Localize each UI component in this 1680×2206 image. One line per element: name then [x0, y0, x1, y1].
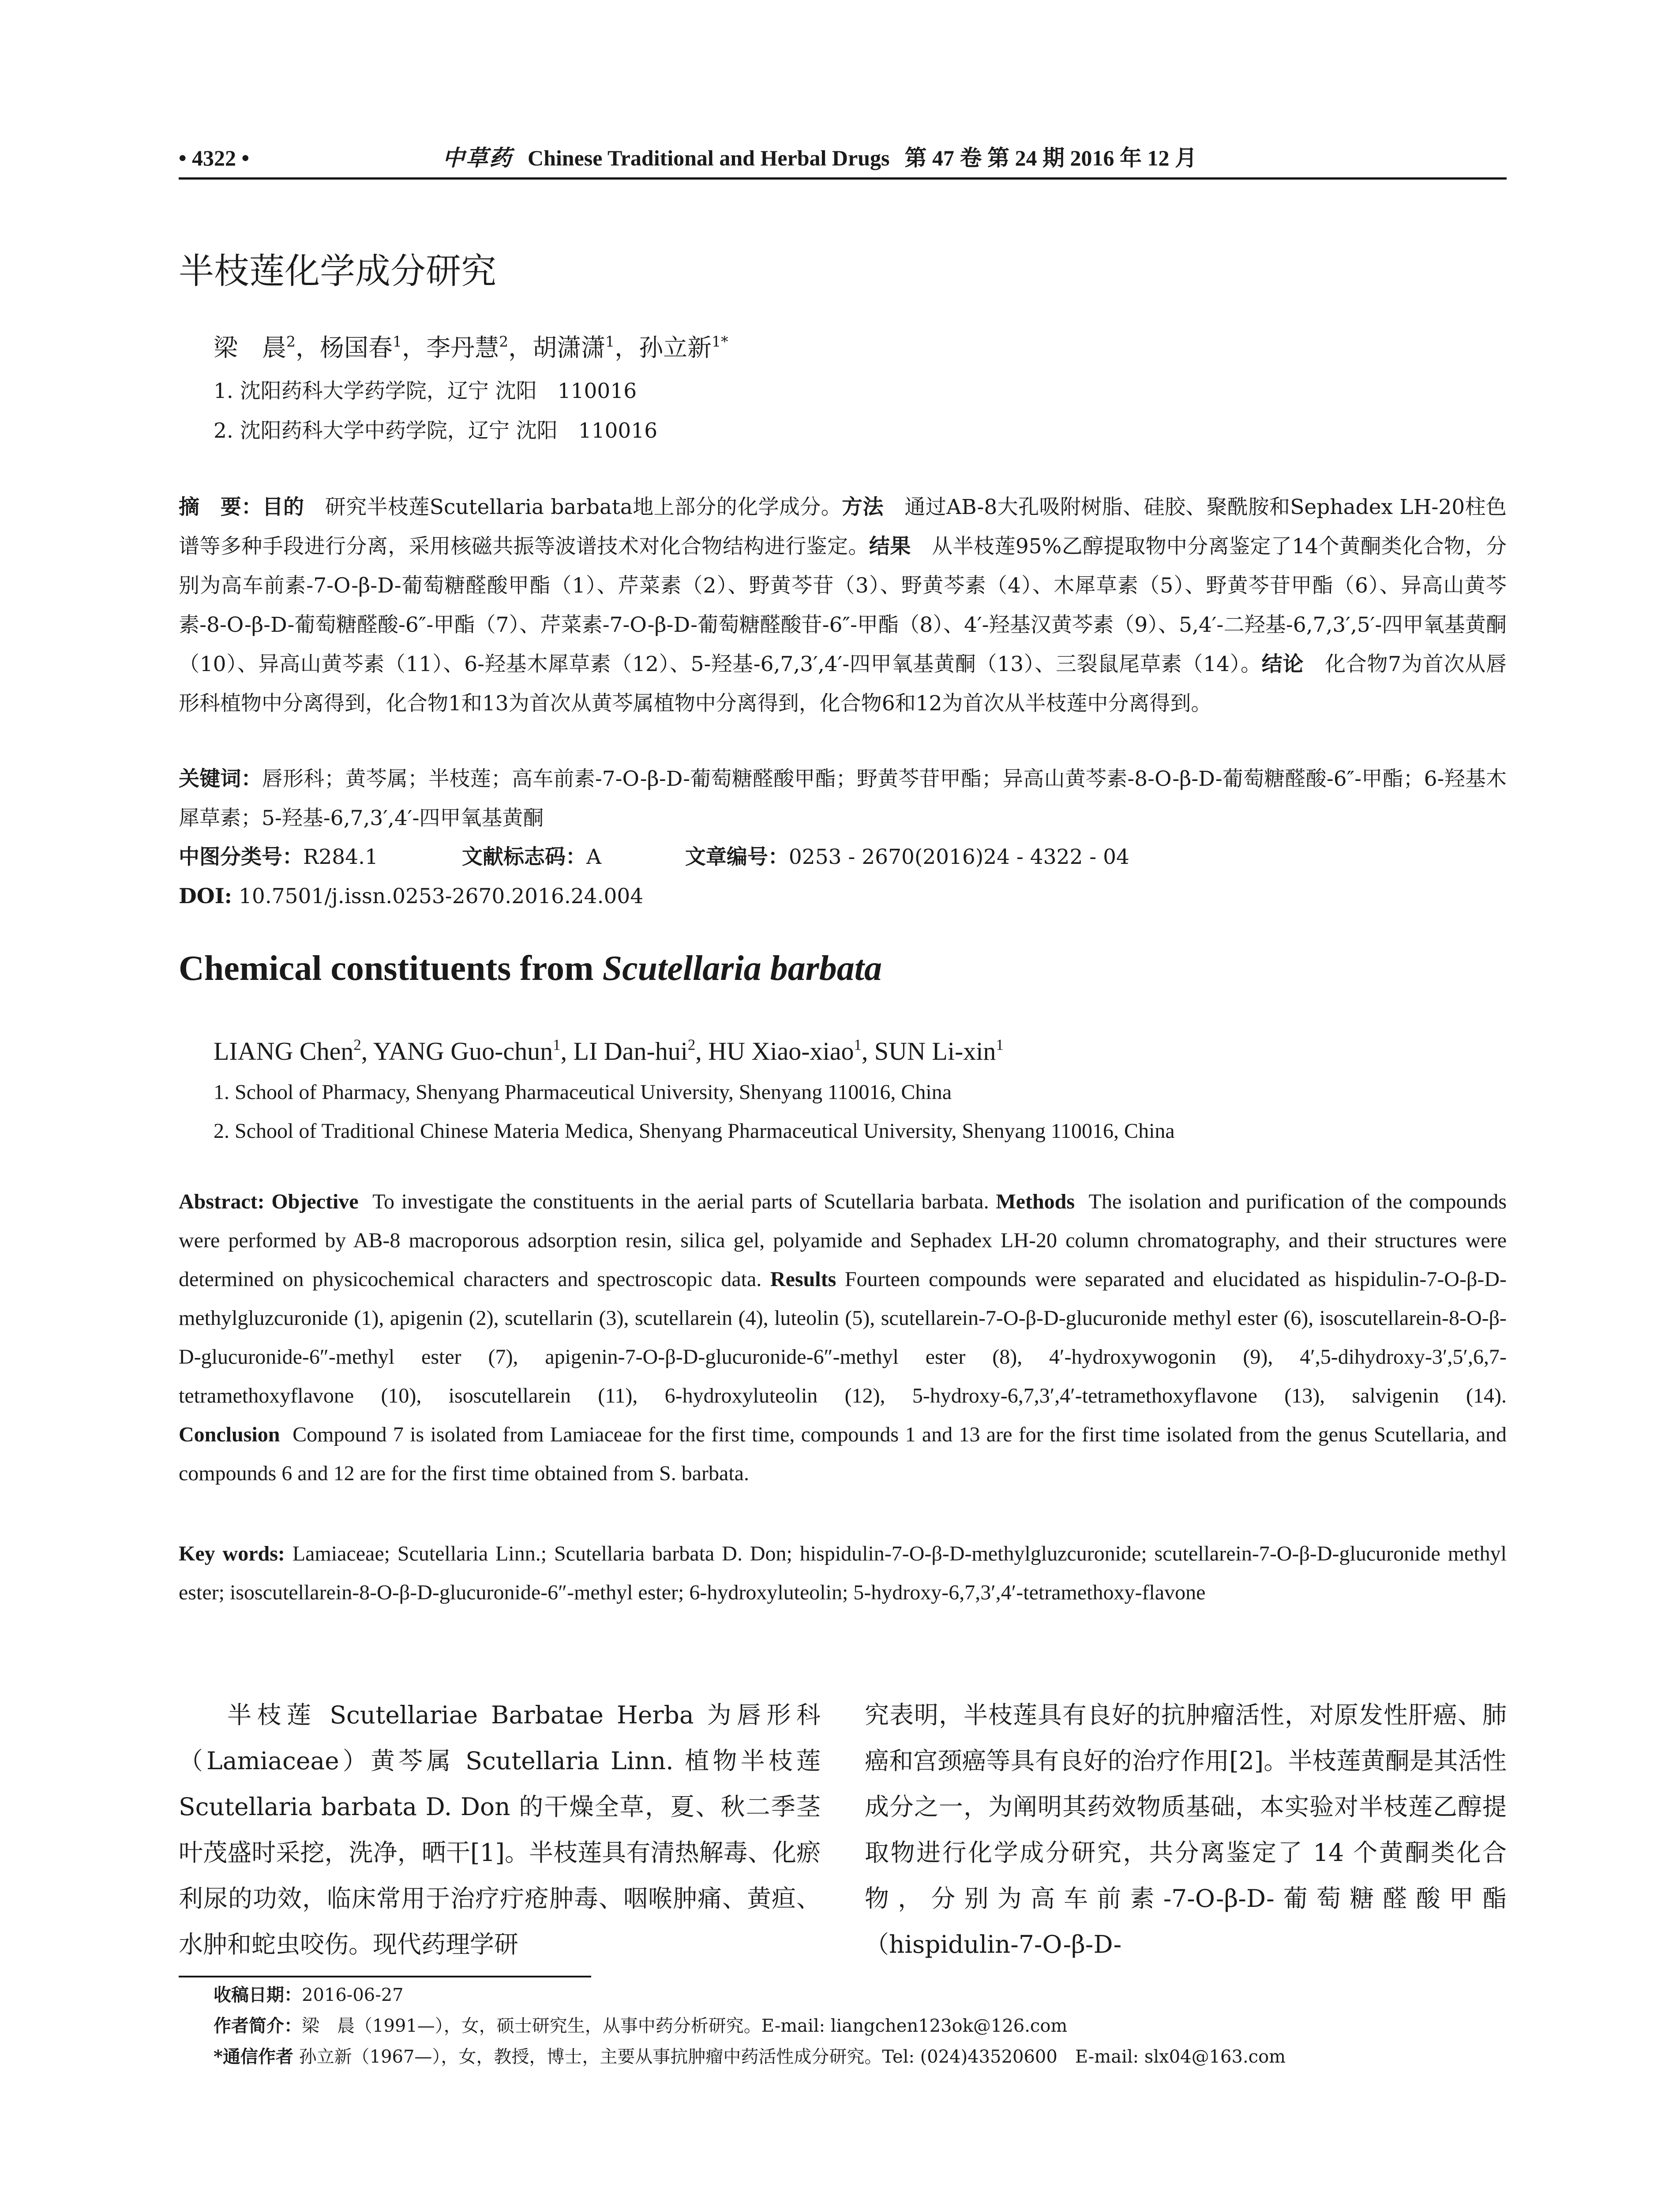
cn-author-affil-mark: 2: [286, 333, 296, 350]
clc-value: R284.1: [303, 845, 378, 869]
en-author-list: LIANG Chen$^2$, YANG Guo-chun$^1$, LI Dan-hui$^2$, HU Xiao-xiao$^1$, SUN Li-xin$^1$: [214, 1036, 1004, 1065]
doi-label: DOI:: [179, 884, 232, 908]
cn-results-text: 从半枝莲95%乙醇提取物中分离鉴定了14个黄酮类化合物，分别为高车前素-7-O-β-D-葡萄糖醛酸甲酯（1）、芹菜素（2）、野黄芩苷（3）、野黄芩素（4）、木犀草素（5）、野黄芩苷甲酯（6）、异高山黄芩素-8-O-β-D-葡萄糖醛酸-6″-甲酯（7）、芹菜素-7-O-β-D-葡萄糖醛酸苷-6″-甲酯（8）、4′-羟基汉黄芩素（9）、5,4′-二羟基-6,7,3′,5′-四甲氧基黄酮（10）、异高山黄芩素（11）、6-羟基木犀草素（12）、5-羟基-6,7,3′,4′-四甲氧基黄酮（13）、三裂鼠尾草素（14）。: [179, 534, 1507, 676]
en-results-label: Results: [770, 1268, 836, 1291]
cn-affiliation: 2. 沈阳药科大学中药学院，辽宁 沈阳 110016: [214, 419, 658, 443]
footnote-received: [214, 1980, 404, 2011]
cn-abstract-label: 摘 要：: [179, 495, 262, 519]
article-no-value: 0253 - 2670(2016)24 - 4322 - 04: [788, 845, 1129, 869]
en-author-affil-mark: 1: [553, 1036, 561, 1054]
journal-english-name: Chinese Traditional and Herbal Drugs: [528, 146, 890, 170]
cn-methods-text: 通过AB-8大孔吸附树脂、硅胶、聚酰胺和Sephadex LH-20柱色谱等多种手段进行分离，采用核磁共振等波谱技术对化合物结构进行鉴定。: [179, 495, 1507, 559]
en-author-affil-mark: 1: [854, 1036, 862, 1054]
en-keywords: [179, 1534, 1507, 1612]
footnote-text: 梁 晨（1991—），女，硕士研究生，从事中药分析研究。E-mail: liangchen123ok@126.com: [302, 2016, 1068, 2036]
header-rule: [179, 177, 1507, 180]
doi-line: [179, 877, 643, 916]
en-author-affil-mark: 1: [996, 1036, 1004, 1054]
journal-line: [442, 140, 1197, 176]
cn-abstract: [179, 488, 1507, 723]
footnote-label: *通信作者: [214, 2046, 293, 2067]
en-affiliation: 2. School of Traditional Chinese Materia Medica, Shenyang Pharmaceutical University, Shenyang 110016, China: [214, 1119, 1175, 1143]
en-abstract-label: Abstract: Objective: [179, 1190, 359, 1213]
cn-author-affil-mark: 2: [499, 333, 509, 350]
cn-keywords-label: 关键词：: [179, 767, 262, 791]
page-number: • 4322 •: [179, 146, 250, 170]
cn-affiliation: 1. 沈阳药科大学药学院，辽宁 沈阳 110016: [214, 379, 637, 403]
footnote-corresponding: [214, 2041, 1286, 2072]
cn-author-affil-mark: 1*: [712, 333, 728, 350]
en-author: LI Dan-hui: [573, 1037, 688, 1065]
cn-author: 胡潇潇: [532, 334, 606, 362]
clc-label: 中图分类号：: [179, 845, 303, 869]
en-article-title: [179, 944, 882, 993]
en-author: SUN Li-xin: [874, 1037, 996, 1065]
en-author-affil-mark: 2: [687, 1036, 696, 1054]
en-author: YANG Guo-chun: [373, 1037, 553, 1065]
journal-logo: 中草药: [442, 146, 513, 170]
en-abstract: [179, 1182, 1507, 1493]
body-column-left: 半枝莲 Scutellariae Barbatae Herba 为唇形科（Lamiaceae）黄芩属 Scutellaria Linn. 植物半枝莲 Scutellaria barbata D. Don 的干燥全草，夏、秋二季茎叶茂盛时采挖，洗净，晒干[1]。半枝莲具有清热解毒、化瘀利尿的功效，临床常用于治疗疔疮肿毒、咽喉肿痛、黄疸、水肿和蛇虫咬伤。现代药理学研: [179, 1701, 821, 1958]
doc-code-value: A: [586, 845, 601, 869]
en-conclusion-text: Compound 7 is isolated from Lamiaceae for the first time, compounds 1 and 13 are for the first time isolated from the genus Scutellaria, and compounds 6 and 12 are for the first time obtained from S. barbata.: [179, 1423, 1507, 1485]
en-conclusion-label: Conclusion: [179, 1423, 280, 1446]
cn-author: 孙立新: [639, 334, 712, 362]
en-keywords-label: Key words:: [179, 1542, 285, 1565]
body-column-right: 究表明，半枝莲具有良好的抗肿瘤活性，对原发性肝癌、肺癌和宫颈癌等具有良好的治疗作用[2]。半枝莲黄酮是其活性成分之一，为阐明其药效物质基础，本实验对半枝莲乙醇提取物进行化学成分研究，共分离鉴定了 14 个黄酮类化合物，分别为高车前素-7-O-β-D-葡萄糖醛酸甲酯（hispidulin-7-O-β-D-: [865, 1701, 1507, 1958]
cn-objective-label: 目的: [262, 495, 304, 519]
cn-author-list: 梁 晨$^2$，杨国春$^1$，李丹慧$^2$，胡潇潇$^1$，孙立新$^{1*}$: [214, 333, 728, 362]
running-header: [179, 140, 1507, 176]
article-no-label: 文章编号：: [685, 845, 789, 869]
en-affiliation: 1. School of Pharmacy, Shenyang Pharmaceutical University, Shenyang 110016, China: [214, 1080, 952, 1104]
en-author-affil-mark: 2: [353, 1036, 361, 1054]
cn-author: 杨国春: [320, 334, 393, 362]
cn-conclusion-text: 化合物7为首次从唇形科植物中分离得到，化合物1和13为首次从黄芩属植物中分离得到，化合物6和12为首次从半枝莲中分离得到。: [179, 652, 1507, 716]
classification-line: [179, 837, 1129, 877]
en-objective-text: To investigate the constituents in the aerial parts of Scutellaria barbata.: [372, 1190, 989, 1213]
en-title-species: Scutellaria barbata: [602, 949, 882, 988]
footnote-text: 孙立新（1967—），女，教授，博士，主要从事抗肿瘤中药活性成分研究。Tel: (024)43520600 E-mail: slx04@163.com: [299, 2047, 1286, 2067]
footnote-author: [214, 2011, 1067, 2041]
cn-conclusion-label: 结论: [1261, 652, 1304, 676]
footnote-label: 收稿日期：: [214, 1985, 302, 2005]
en-title-plain: Chemical constituents from: [179, 949, 603, 988]
footnote-rule: [179, 1976, 591, 1977]
footnote-text: 2016-06-27: [302, 1985, 404, 2005]
cn-author-affil-mark: 1: [393, 333, 402, 350]
en-author: HU Xiao-xiao: [708, 1037, 854, 1065]
en-keywords-text: Lamiaceae; Scutellaria Linn.; Scutellaria barbata D. Don; hispidulin-7-O-β-D-methylgluzcuronide; scutellarein-7-O-β-D-glucuronide methyl ester; isoscutellarein-8-O-β-D-glucuronide-6″-methyl ester; 6-hydroxyluteolin; 5-hydroxy-6,7,3′,4′-tetramethoxy-flavone: [179, 1542, 1507, 1604]
cn-author: 李丹慧: [426, 334, 499, 362]
cn-keywords: [179, 759, 1507, 838]
en-results-text: Fourteen compounds were separated and elucidated as hispidulin-7-O-β-D-methylgluzcuronide (1), apigenin (2), scutellarin (3), scutellarein (4), luteolin (5), scutellarein-7-O-β-D-glucuronide methyl ester (6), isoscutellarein-8-O-β-D-glucuronide-6″-methyl ester (7), apigenin-7-O-β-D-glucuronide-6″-methyl ester (8), 4′-hydroxywogonin (9), 4′,5-dihydroxy-3′,5′,6,7-tetramethoxyflavone (10), isoscutellarein (11), 6-hydroxyluteolin (12), 5-hydroxy-6,7,3′,4′-tetramethoxyflavone (13), salvigenin (14).: [179, 1268, 1507, 1407]
cn-author-affil-mark: 1: [605, 333, 615, 350]
cn-article-title: 半枝莲化学成分研究: [179, 251, 496, 292]
cn-methods-label: 方法: [842, 495, 884, 519]
cn-keywords-text: 唇形科；黄芩属；半枝莲；高车前素-7-O-β-D-葡萄糖醛酸甲酯；野黄芩苷甲酯；异高山黄芩素-8-O-β-D-葡萄糖醛酸-6″-甲酯；6-羟基木犀草素；5-羟基-6,7,3′,4′-四甲氧基黄酮: [179, 767, 1507, 830]
doi-link[interactable]: 10.7501/j.issn.0253-2670.2016.24.004: [239, 884, 644, 908]
en-methods-text: The isolation and purification of the compounds were performed by AB-8 macroporous adsorption resin, silica gel, polyamide and Sephadex LH-20 column chromatography, and their structures were determined on physicochemical characters and spectroscopic data.: [179, 1190, 1507, 1291]
doc-code-label: 文献标志码：: [461, 845, 586, 869]
cn-results-label: 结果: [869, 534, 911, 559]
cn-objective-text: 研究半枝莲Scutellaria barbata地上部分的化学成分。: [325, 495, 842, 519]
journal-issue: 第 47 卷 第 24 期 2016 年 12 月: [904, 146, 1197, 170]
en-author: LIANG Chen: [214, 1037, 354, 1065]
cn-author: 梁 晨: [214, 334, 287, 362]
footnote-label: 作者简介：: [214, 2015, 302, 2036]
en-methods-label: Methods: [996, 1190, 1075, 1213]
